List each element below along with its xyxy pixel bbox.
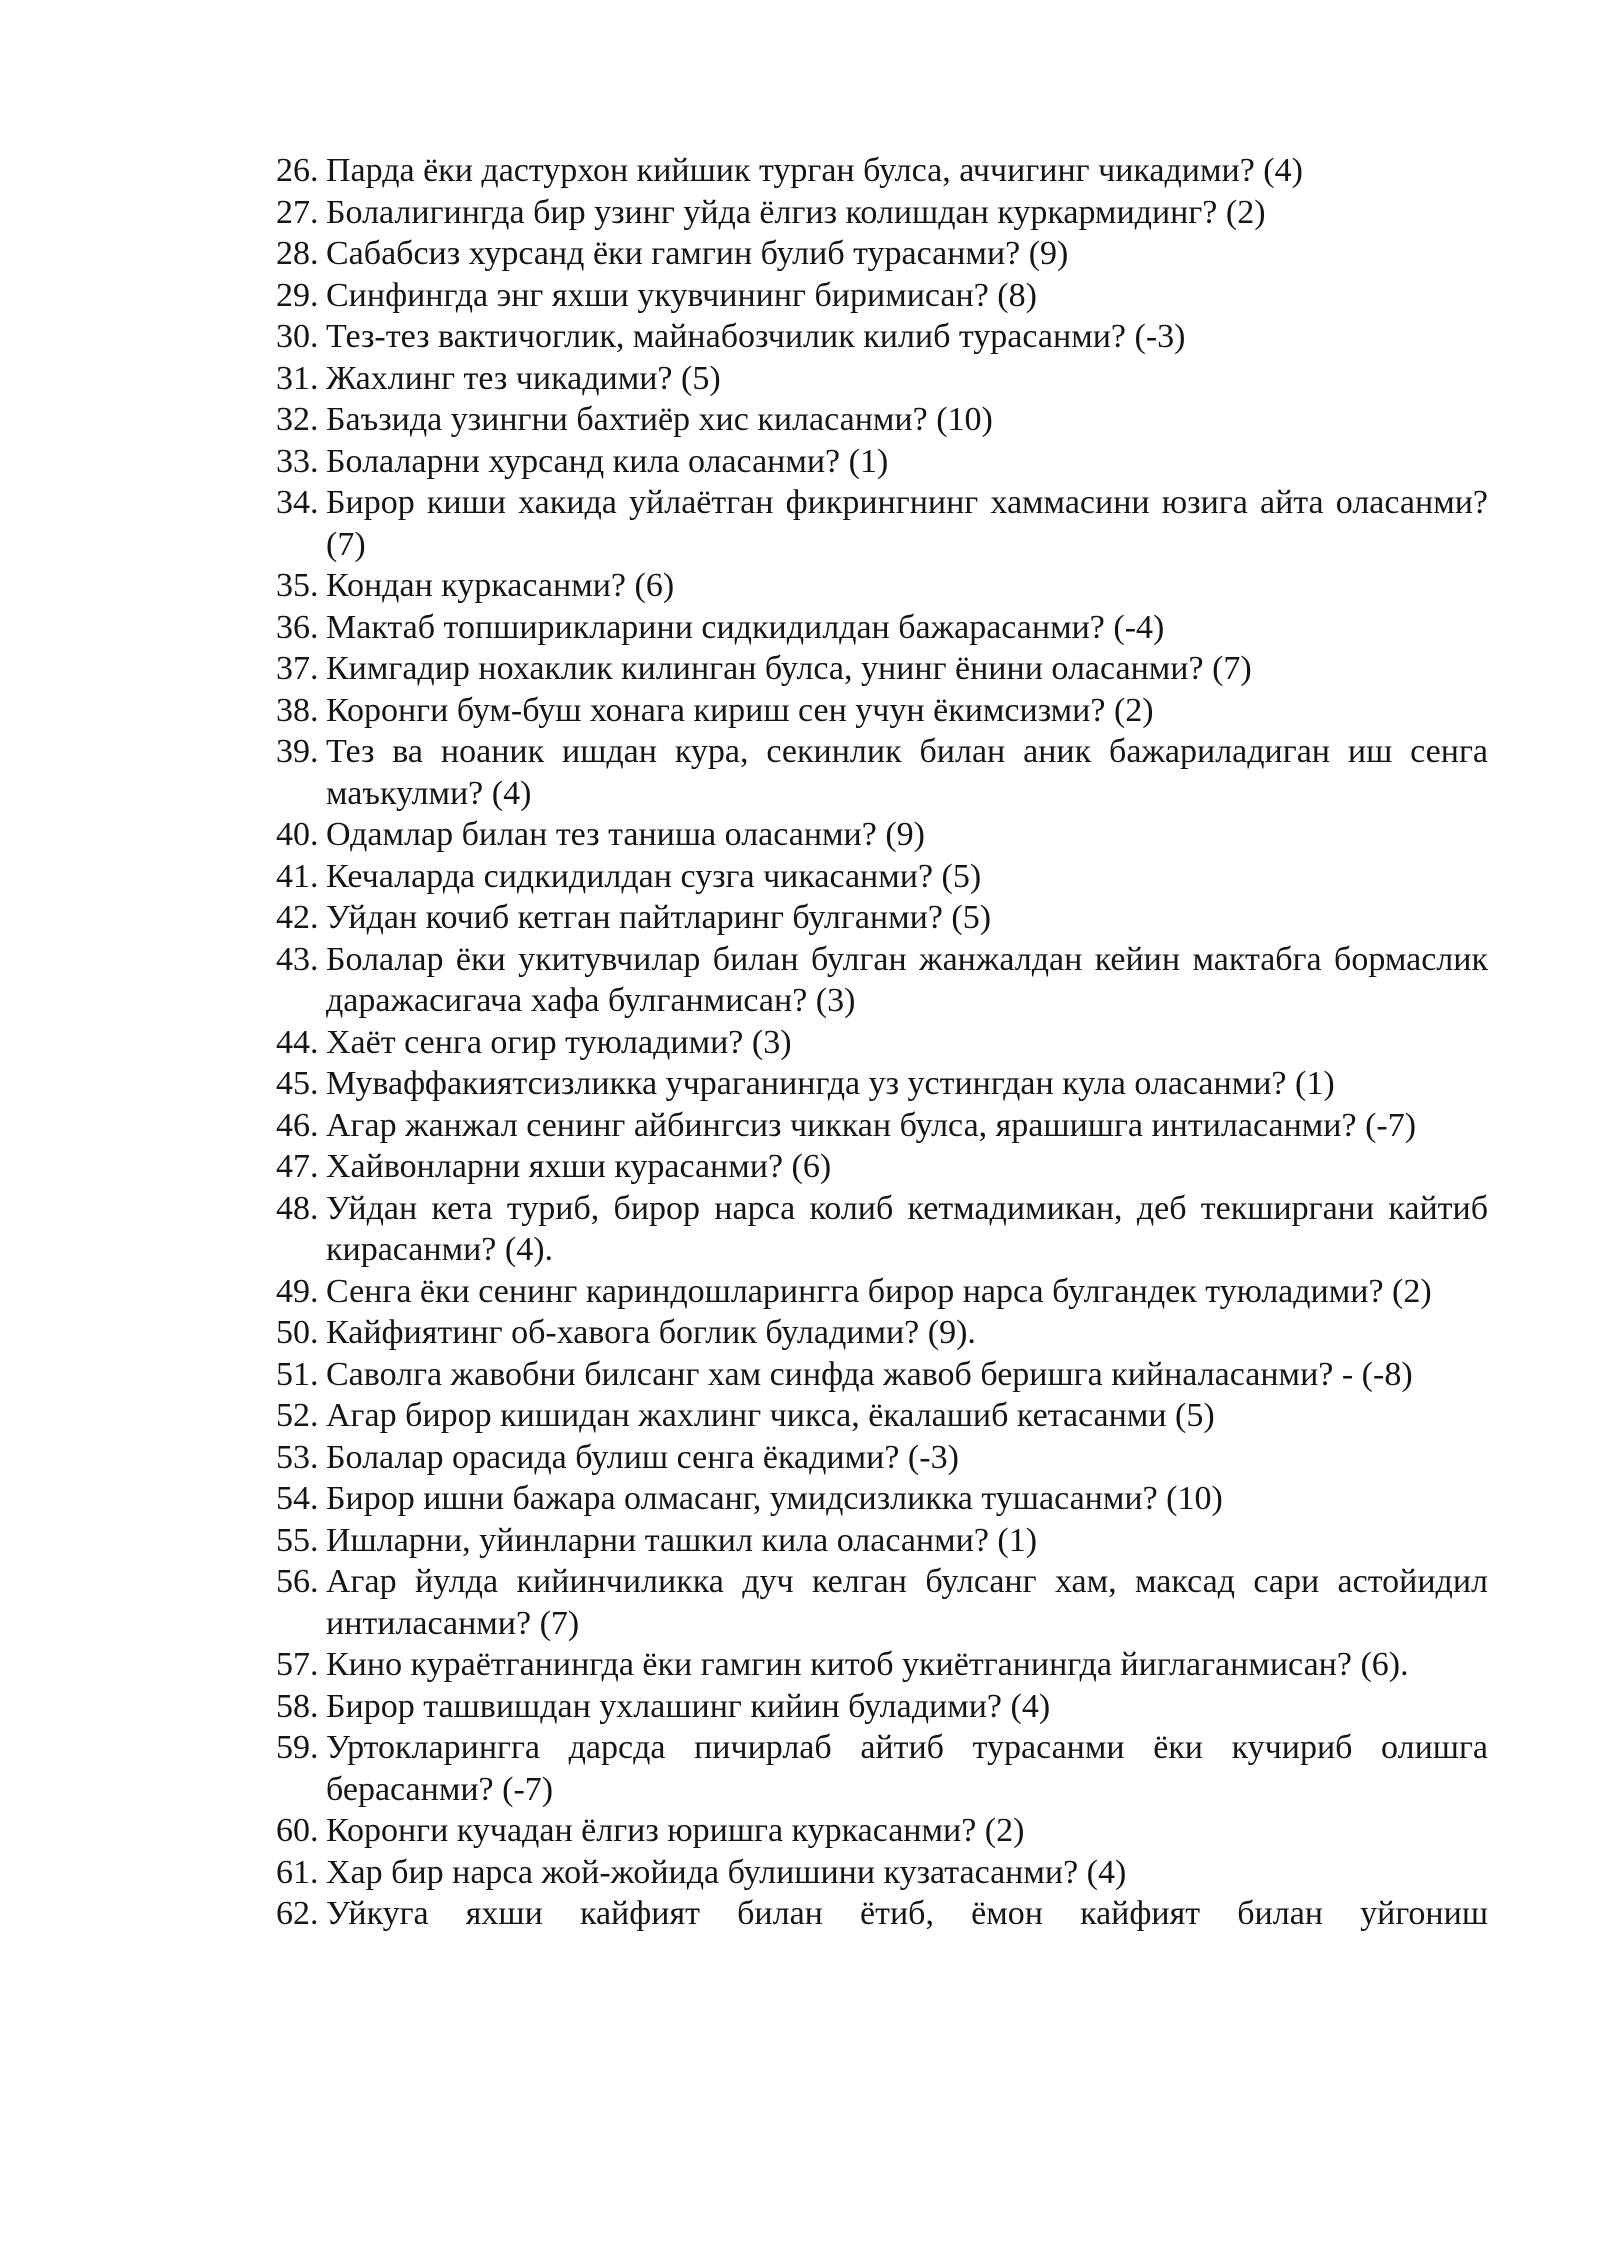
question-text: Парда ёки дастурхон кийшик турган булса, аччигинг чикадими? (4) xyxy=(326,152,1303,189)
question-number: 57. xyxy=(276,1646,319,1683)
question-item xyxy=(276,1893,1488,1935)
question-item xyxy=(276,316,1488,358)
question-number: 26. xyxy=(276,152,319,189)
question-item xyxy=(276,1810,1488,1852)
question-text: Болалар орасида булиш сенга ёкадими? (-3) xyxy=(326,1438,959,1476)
question-item xyxy=(276,1561,1488,1644)
question-number: 59. xyxy=(276,1729,319,1766)
question-text: Муваффакиятсизликка учраганингда уз устингдан кула оласанми? (1) xyxy=(326,1065,1335,1102)
question-number: 41. xyxy=(276,857,319,895)
question-item xyxy=(276,1188,1488,1271)
question-number: 38. xyxy=(276,691,319,729)
question-text: Тез-тез вактичоглик, майнабозчилик килиб турасанми? (-3) xyxy=(326,318,1186,355)
question-item xyxy=(276,607,1488,649)
question-text: Хар бир нарса жой-жойида булишини кузатасанми? (4) xyxy=(326,1853,1127,1891)
question-item xyxy=(276,1727,1488,1810)
question-number: 46. xyxy=(276,1106,319,1144)
question-number: 31. xyxy=(276,359,319,397)
question-number: 48. xyxy=(276,1189,319,1227)
question-number: 32. xyxy=(276,401,319,438)
question-text: Ишларни, уйинларни ташкил кила оласанми? (1) xyxy=(326,1521,1038,1559)
question-number: 60. xyxy=(276,1812,319,1849)
question-text: Агар бирор кишидан жахлинг чикса, ёкалашиб кетасанми (5) xyxy=(326,1397,1215,1434)
question-text: Коронги кучадан ёлгиз юришга куркасанми? (2) xyxy=(326,1812,1025,1849)
question-item xyxy=(276,731,1488,814)
question-number: 50. xyxy=(276,1314,319,1351)
question-number: 44. xyxy=(276,1023,319,1061)
question-number: 33. xyxy=(276,442,319,480)
question-number: 52. xyxy=(276,1397,319,1434)
question-text: Кечаларда сидкидилдан сузга чикасанми? (5) xyxy=(326,857,982,895)
question-item xyxy=(276,897,1488,939)
question-text: Сенга ёки сенинг кариндошларингга бирор нарса булгандек туюладими? (2) xyxy=(326,1272,1432,1310)
question-item xyxy=(276,1852,1488,1894)
question-text: Агар жанжал сенинг айбингсиз чиккан булса, ярашишга интиласанми? (-7) xyxy=(326,1106,1417,1144)
question-text: Болалигингда бир узинг уйда ёлгиз колишдан куркармидинг? (2) xyxy=(326,193,1266,231)
question-item xyxy=(276,1354,1488,1396)
question-text: Тез ва ноаник ишдан кура, секинлик билан аник бажариладиган иш сенга маъкулми? (4) xyxy=(326,733,1488,812)
question-item xyxy=(276,1478,1488,1520)
question-item xyxy=(276,233,1488,275)
question-number: 42. xyxy=(276,899,319,936)
question-number: 49. xyxy=(276,1272,319,1310)
question-item xyxy=(276,1686,1488,1728)
question-text: Агар йулда кийинчиликка дуч келган булсанг хам, максад сари астойидил интиласанми? (7) xyxy=(326,1563,1488,1642)
question-text: Жахлинг тез чикадими? (5) xyxy=(326,359,721,397)
question-number: 47. xyxy=(276,1148,319,1185)
question-item xyxy=(276,648,1488,690)
question-number: 35. xyxy=(276,567,319,604)
question-item xyxy=(276,192,1488,234)
question-item xyxy=(276,1146,1488,1188)
question-item xyxy=(276,1022,1488,1064)
question-item xyxy=(276,814,1488,856)
question-text: Бирор ишни бажара олмасанг, умидсизликка тушасанми? (10) xyxy=(326,1480,1223,1517)
question-text: Саволга жавобни билсанг хам синфда жавоб беришга кийналасанми? - (-8) xyxy=(326,1355,1413,1393)
question-item xyxy=(276,275,1488,317)
question-item xyxy=(276,1395,1488,1437)
question-text: Кайфиятинг об-хавога боглик буладими? (9). xyxy=(326,1314,976,1351)
question-text: Хайвонларни яхши курасанми? (6) xyxy=(326,1148,832,1185)
question-text: Кино кураётганингда ёки гамгин китоб укиётганингда йиглаганмисан? (6). xyxy=(326,1646,1409,1683)
question-number: 62. xyxy=(276,1895,319,1932)
question-number: 53. xyxy=(276,1438,319,1476)
question-item xyxy=(276,856,1488,898)
question-item xyxy=(276,399,1488,441)
question-list xyxy=(276,150,1488,1935)
question-item xyxy=(276,358,1488,400)
question-text: Мактаб топширикларини сидкидилдан бажарасанми? (-4) xyxy=(326,608,1165,646)
question-text: Бирор ташвишдан ухлашинг кийин буладими? (4) xyxy=(326,1687,1051,1725)
question-item xyxy=(276,1271,1488,1313)
question-number: 34. xyxy=(276,484,319,521)
question-text: Болалар ёки укитувчилар билан булган жанжалдан кейин мактабга бормаслик даражасигача хафа булганмисан? (3) xyxy=(326,940,1488,1019)
question-number: 36. xyxy=(276,608,319,646)
question-number: 54. xyxy=(276,1480,319,1517)
question-number: 61. xyxy=(276,1853,319,1891)
question-number: 28. xyxy=(276,235,319,272)
question-number: 55. xyxy=(276,1521,319,1559)
question-item xyxy=(276,1644,1488,1686)
question-text: Бирор киши хакида уйлаётган фикрингнинг хаммасини юзига айта оласанми? (7) xyxy=(326,484,1488,563)
question-item xyxy=(276,482,1488,565)
question-item xyxy=(276,1520,1488,1562)
question-number: 51. xyxy=(276,1355,319,1393)
question-text: Кондан куркасанми? (6) xyxy=(326,567,675,604)
question-number: 37. xyxy=(276,650,319,687)
question-item xyxy=(276,690,1488,732)
question-text: Уртокларингга дарсда пичирлаб айтиб турасанми ёки кучириб олишга берасанми? (-7) xyxy=(326,1729,1488,1808)
question-text: Болаларни хурсанд кила оласанми? (1) xyxy=(326,442,889,480)
question-item xyxy=(276,441,1488,483)
question-number: 30. xyxy=(276,318,319,355)
question-item xyxy=(276,1105,1488,1147)
question-text: Сабабсиз хурсанд ёки гамгин булиб турасанми? (9) xyxy=(326,235,1069,272)
question-text: Уйдан кета туриб, бирор нарса колиб кетмадимикан, деб текширгани кайтиб кирасанми? (4). xyxy=(326,1189,1488,1268)
question-item xyxy=(276,939,1488,1022)
question-number: 39. xyxy=(276,733,319,770)
question-number: 40. xyxy=(276,816,319,853)
question-text: Кимгадир нохаклик килинган булса, унинг ёнини оласанми? (7) xyxy=(326,650,1252,687)
question-item xyxy=(276,1437,1488,1479)
question-number: 56. xyxy=(276,1563,319,1600)
question-text: Синфингда энг яхши укувчининг биримисан? (8) xyxy=(326,276,1037,314)
question-item xyxy=(276,1312,1488,1354)
question-number: 43. xyxy=(276,940,319,978)
question-text: Баъзида узингни бахтиёр хис киласанми? (10) xyxy=(326,401,993,438)
question-text: Уйкуга яхши кайфият билан ётиб, ёмон кайфият билан уйгониш xyxy=(326,1895,1488,1932)
question-number: 27. xyxy=(276,193,319,231)
question-number: 58. xyxy=(276,1687,319,1725)
question-text: Уйдан кочиб кетган пайтларинг булганми? (5) xyxy=(326,899,992,936)
question-item xyxy=(276,150,1488,192)
question-text: Коронги бум-буш хонага кириш сен учун ёкимсизми? (2) xyxy=(326,691,1154,729)
question-number: 45. xyxy=(276,1065,319,1102)
question-item xyxy=(276,565,1488,607)
question-text: Одамлар билан тез таниша оласанми? (9) xyxy=(326,816,925,853)
question-item xyxy=(276,1063,1488,1105)
question-text: Хаёт сенга огир туюладими? (3) xyxy=(326,1023,792,1061)
question-number: 29. xyxy=(276,276,319,314)
